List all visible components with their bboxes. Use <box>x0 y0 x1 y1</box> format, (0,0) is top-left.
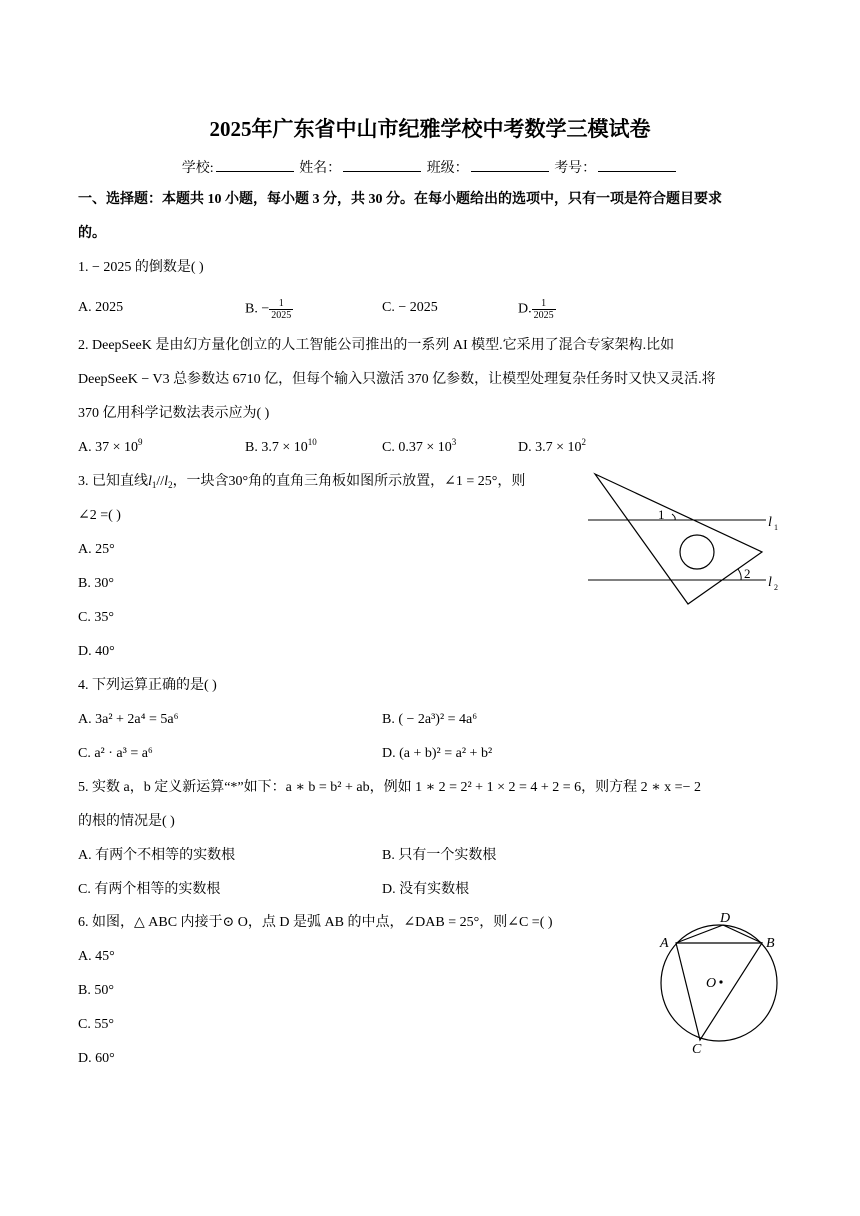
number-blank[interactable] <box>598 159 676 172</box>
class-blank[interactable] <box>471 159 549 172</box>
q6-option-a: A. 45° <box>78 949 115 964</box>
angle1-label: 1 <box>658 507 665 522</box>
angle2-label: 2 <box>744 566 751 581</box>
student-info-line <box>0 157 860 177</box>
q2-option-a <box>78 438 143 458</box>
point-b-label: B <box>766 936 775 951</box>
option-base: B. 3.7 × 10 <box>245 440 308 455</box>
q3-text: 3. 已知直线 <box>78 474 148 489</box>
class-label: 班级： <box>426 161 469 176</box>
angle1-arc <box>672 514 675 520</box>
q6-option-d: D. 60° <box>78 1051 115 1066</box>
q1-option-b-fraction <box>269 298 293 321</box>
q5-option-a: A. 有两个不相等的实数根 <box>78 848 236 863</box>
q3-option-b: B. 30° <box>78 576 114 591</box>
section-heading-line1: 一、选择题：本题共 10 小题，每小题 3 分，共 30 分。在每小题给出的选项中，只有一项是符合题目要求 <box>78 192 722 207</box>
l1-label: l <box>768 515 772 530</box>
q6-stem: 6. 如图，△ ABC 内接于⊙ O，点 D 是弧 AB 的中点，∠DAB = 25°，则∠C =( ) <box>78 915 553 930</box>
line-symbol: l <box>148 474 152 489</box>
point-c-label: C <box>692 1042 702 1055</box>
q4-option-b: B. ( − 2a³)² = 4a⁶ <box>382 712 478 727</box>
q1-option-d-fraction <box>532 298 556 321</box>
option-base: D. 3.7 × 10 <box>518 440 582 455</box>
fraction-denominator: 2025 <box>271 310 292 321</box>
q2-option-c <box>382 438 456 458</box>
q5-option-d: D. 没有实数根 <box>382 882 470 897</box>
option-base: A. 37 × 10 <box>78 440 139 455</box>
l2-label: l <box>768 575 772 590</box>
q5-line2: 的根的情况是( ) <box>78 814 175 829</box>
q5-option-b: B. 只有一个实数根 <box>382 848 497 863</box>
name-label: 姓名： <box>299 161 342 176</box>
q1-option-d <box>518 298 556 321</box>
q6-option-b: B. 50° <box>78 983 114 998</box>
option-base: C. 0.37 × 10 <box>382 440 452 455</box>
school-blank[interactable] <box>216 159 294 172</box>
school-label: 学校: <box>181 161 214 176</box>
q1-option-d-prefix: D. <box>518 301 532 317</box>
q6-circle-figure <box>650 905 790 1055</box>
q4-option-d: D. (a + b)² = a² + b² <box>382 746 493 761</box>
q1-option-b-prefix: B. − <box>245 301 270 317</box>
fraction-numerator: 1 <box>269 298 293 310</box>
q1-option-c: C. − 2025 <box>382 300 438 315</box>
fraction-numerator: 1 <box>532 298 556 310</box>
q2-line1: 2. DeepSeeK 是由幻方量化创立的人工智能公司推出的一系列 AI 模型.它采用了混合专家架构.比如 <box>78 338 675 353</box>
q3-option-c: C. 35° <box>78 610 114 625</box>
q4-option-c: C. a² · a³ = a⁶ <box>78 746 153 761</box>
triangle-hole-circle <box>680 535 714 569</box>
point-d-label: D <box>720 911 731 926</box>
point-o-label: O <box>706 976 717 991</box>
q1-stem: 1. − 2025 的倒数是( ) <box>78 260 204 275</box>
option-exponent: 9 <box>138 437 143 447</box>
q4-stem: 4. 下列运算正确的是( ) <box>78 678 217 693</box>
name-blank[interactable] <box>343 159 421 172</box>
point-a-label: A <box>660 936 669 951</box>
l2-subscript: 2 <box>774 583 778 592</box>
option-exponent: 3 <box>451 437 457 447</box>
line-subscript: 2 <box>168 480 173 490</box>
q3-line1 <box>78 472 525 492</box>
q4-option-a: A. 3a² + 2a⁴ = 5a⁶ <box>78 712 179 727</box>
q1-option-a: A. 2025 <box>78 300 124 315</box>
line-subscript: 1 <box>151 480 157 490</box>
q3-text: ，一块含30°角的直角三角板如图所示放置，∠1 = 25°，则 <box>172 474 526 489</box>
q3-option-d: D. 40° <box>78 644 115 659</box>
q2-line3: 370 亿用科学记数法表示应为( ) <box>78 406 270 421</box>
line-symbol: l <box>164 474 169 489</box>
q2-line2: DeepSeeK − V3 总参数达 6710 亿，但每个输入只激活 370 亿参数，让模型处理复杂任务时又快又灵活.将 <box>78 372 716 387</box>
number-label: 考号： <box>554 161 597 176</box>
l1-subscript: 1 <box>774 523 778 532</box>
q3-option-a: A. 25° <box>78 542 115 557</box>
q2-option-d <box>518 438 586 458</box>
fraction-denominator: 2025 <box>533 310 554 321</box>
q3-triangle-figure <box>580 466 790 611</box>
q6-option-c: C. 55° <box>78 1017 114 1032</box>
center-point <box>719 980 722 983</box>
option-exponent: 10 <box>307 437 317 447</box>
q3-line2: ∠2 =( ) <box>78 508 121 523</box>
q5-option-c: C. 有两个相等的实数根 <box>78 882 221 897</box>
exam-title: 2025年广东省中山市纪雅学校中考数学三模试卷 <box>209 117 651 141</box>
q2-option-b <box>245 438 317 458</box>
triangle-set-square <box>595 474 762 604</box>
parallel-symbol: // <box>156 474 165 489</box>
option-exponent: 2 <box>581 437 587 447</box>
q5-line1: 5. 实数 a，b 定义新运算“*”如下：a ∗ b = b² + ab，例如 1 ∗ 2 = 2² + 1 × 2 = 4 + 2 = 6，则方程 2 ∗ x =− 2 <box>78 780 701 795</box>
triangle-abc <box>676 943 762 1040</box>
q1-option-b <box>245 298 293 321</box>
section-heading-line2: 的。 <box>78 226 106 241</box>
angle2-arc <box>738 569 741 580</box>
